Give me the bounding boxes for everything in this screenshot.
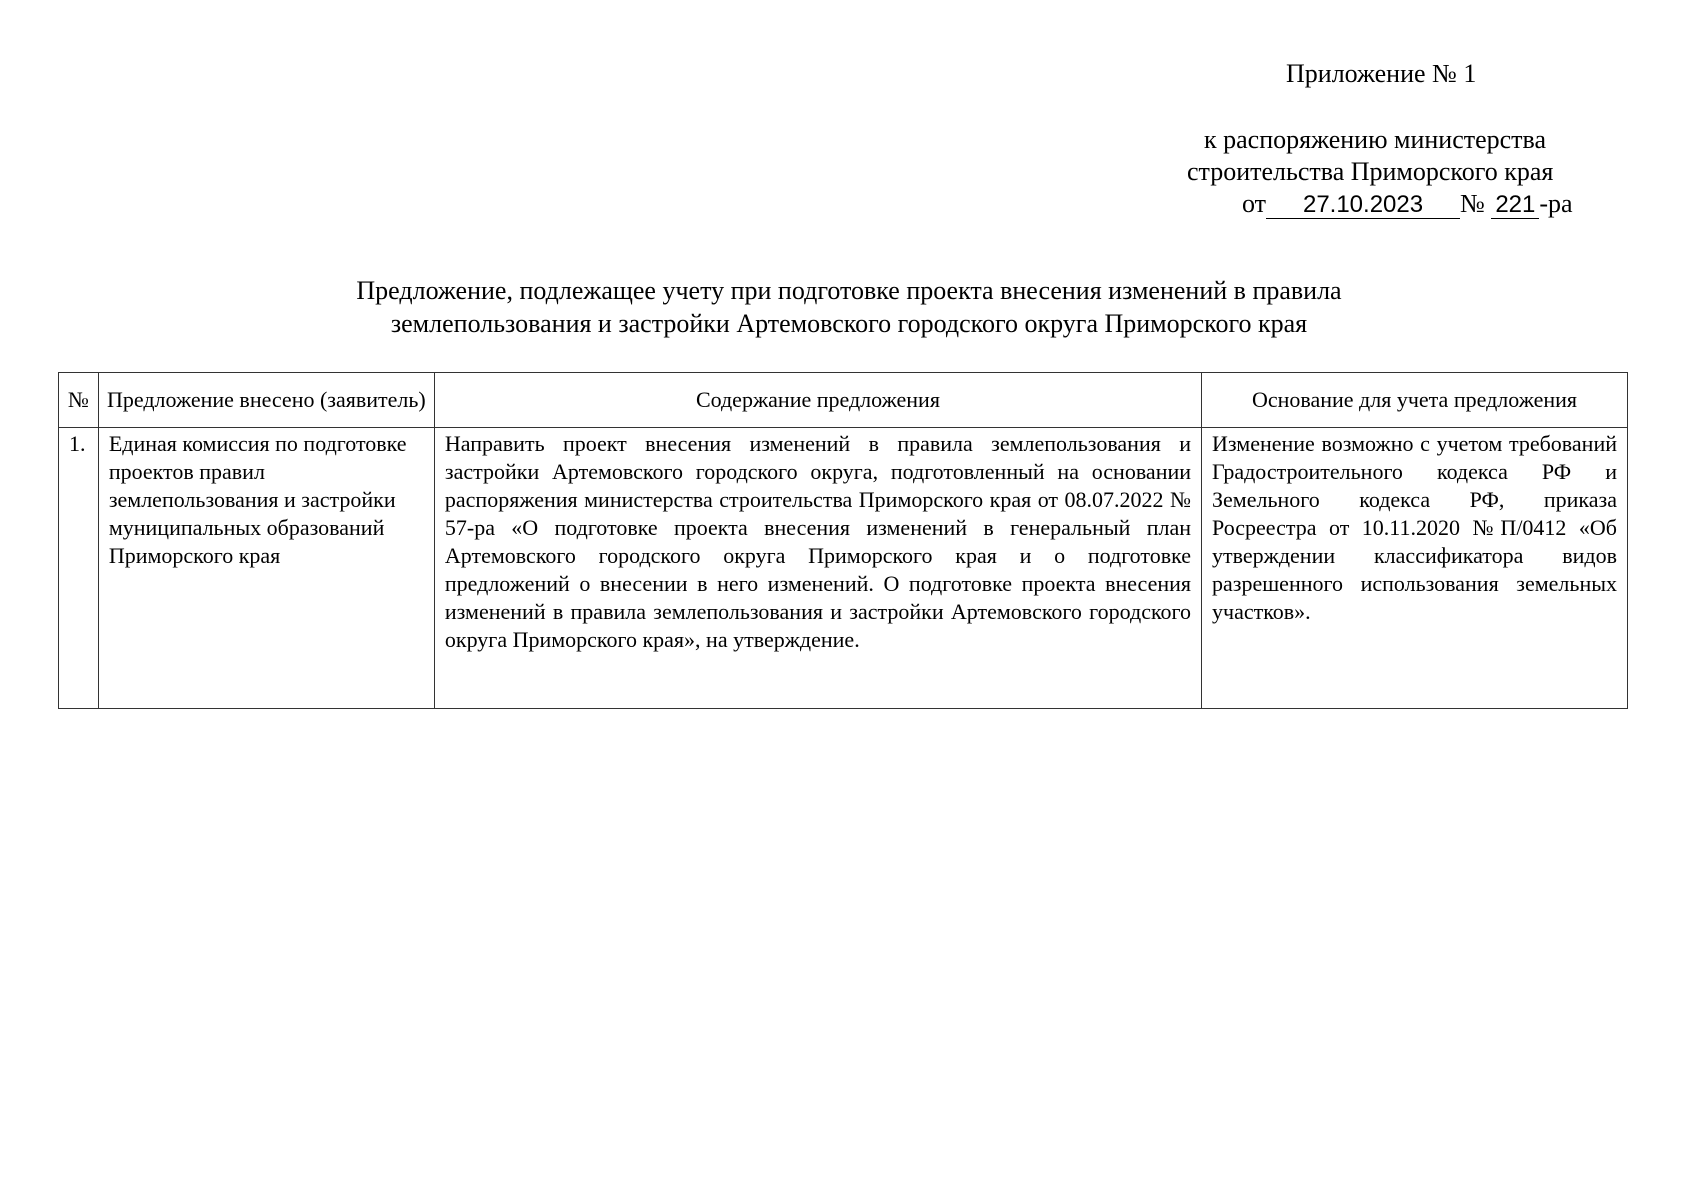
order-ref-line-2: строительства Приморского края [1187,157,1554,186]
document-title [240,274,1458,340]
row-content: Направить проект внесения изменений в правила землепользования и застройки Артемовского городского округа, подготовленный на основании распоряжения министерства строительства Приморского края от 08.07.2022 № 57-ра «О подготовке проекта внесения изменений в генеральный план Артемовского городского округа Приморского края и о подготовке предложений о внесении в него изменений. О подготовке проекта внесения изменений в правила землепользования и застройки Артемовского городского округа Приморского края», на утверждение. [434,428,1201,709]
row-applicant: Единая комиссия по подготовке проектов правил землепользования и застройки муниципальных образований Приморского края [98,428,434,709]
number-label: № [1460,189,1485,218]
column-header-content: Содержание предложения [434,373,1201,428]
table-header-row [59,373,1628,428]
from-label: от [1242,189,1267,218]
order-number-suffix: -ра [1539,189,1573,218]
order-ref-line-1: к распоряжению министерства [1204,125,1547,154]
document-title-line-1: Предложение, подлежащее учету при подготовке проекта внесения изменений в правила [356,276,1342,305]
column-header-applicant: Предложение внесено (заявитель) [98,373,434,428]
row-number: 1. [59,428,99,709]
order-date: 27.10.2023 [1266,192,1460,219]
row-basis: Изменение возможно с учетом требований Градостроительного кодекса РФ и Земельного кодекса РФ, приказа Росреестра от 10.11.2020 №П/0412 «Об утверждении классификатора видов разрешенного использования земельных участков». [1202,428,1628,709]
table-row [59,428,1628,709]
appendix-title: Приложение № 1 [1286,59,1477,88]
proposals-table [58,372,1628,709]
column-header-number: № [59,373,99,428]
document-title-line-2: землепользования и застройки Артемовского городского округа Приморского края [390,309,1308,338]
order-number: 221 [1491,192,1539,219]
order-reference [1180,124,1600,220]
order-date-number-line [1180,188,1600,220]
column-header-basis: Основание для учета предложения [1202,373,1628,428]
